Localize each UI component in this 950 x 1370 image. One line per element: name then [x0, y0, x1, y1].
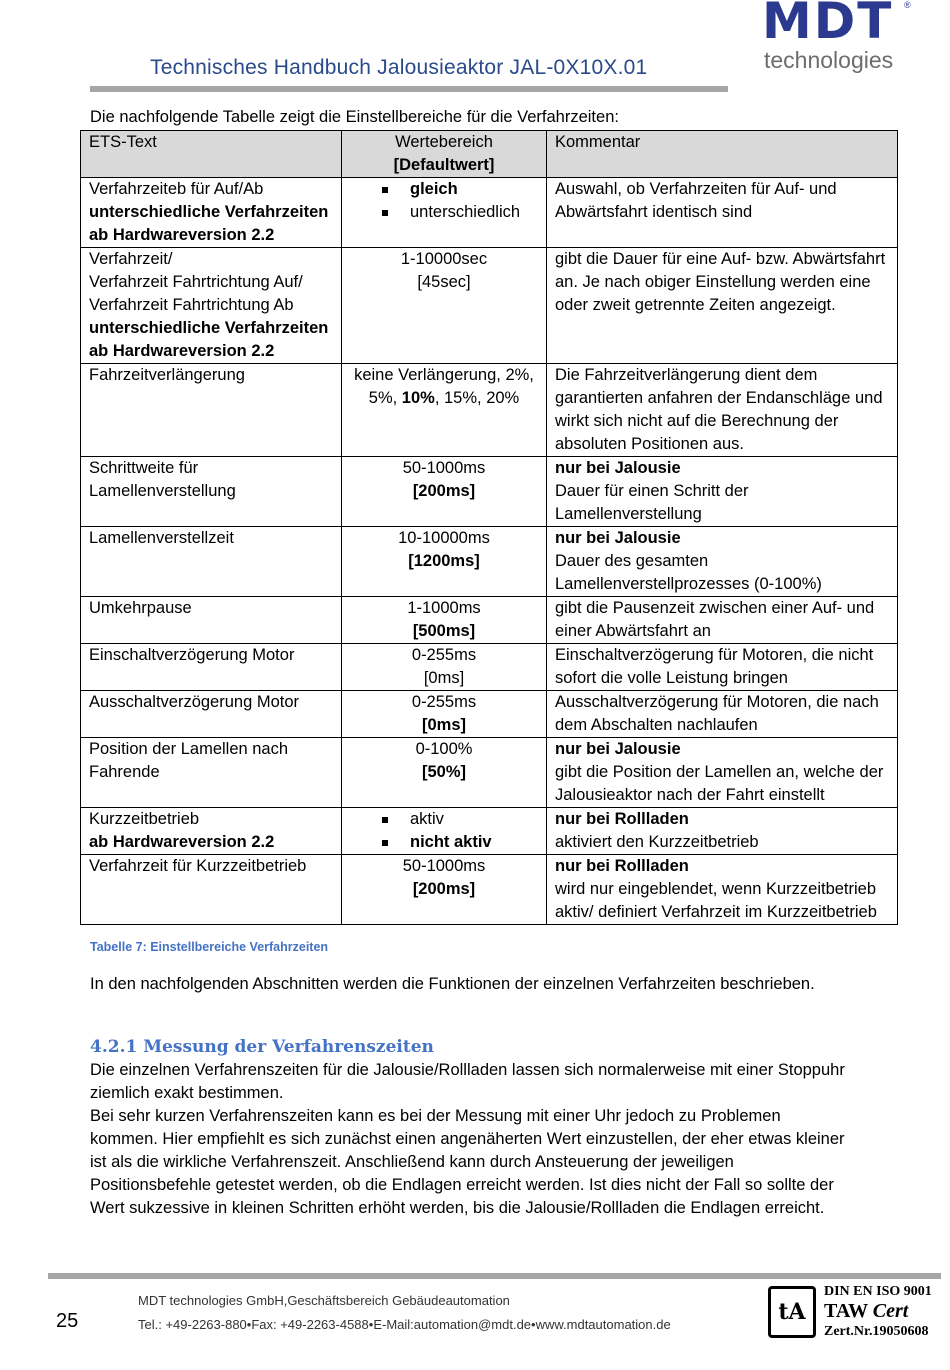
range-value: 0-100% [415, 740, 473, 758]
header-value-range [342, 131, 547, 178]
table-row [81, 808, 898, 855]
table-row [81, 738, 898, 808]
header-comment: Kommentar [547, 131, 898, 178]
header-rule [90, 86, 728, 92]
comment-cell [547, 808, 898, 855]
footer-rule [48, 1273, 941, 1279]
range-value: 50-1000ms [402, 857, 486, 875]
range-value: 1-10000sec [400, 250, 488, 268]
ets-cell: Lamellenverstellzeit [81, 527, 342, 597]
option-item: gleich [380, 178, 538, 201]
option-item: nicht aktiv [380, 831, 538, 854]
taw-cert-mark-icon: tA [768, 1286, 816, 1338]
range-cell [342, 527, 547, 597]
comment-cell [547, 527, 898, 597]
comment-note: nur bei Jalousie [555, 740, 681, 758]
ets-cell [81, 808, 342, 855]
paragraph: Bei sehr kurzen Verfahrenszeiten kann es bei der Messung mit einer Uhr jedoch zu Problemen kommen. Hier empfiehlt es sich zunächst einen angenäherten Wert einzustellen, der eher etwas kleiner ist als die wirkliche Verfahrenszeit. Anschließend kann durch Ansteuerung der jeweiligen Positionsbefehle getestet werden, ob die Endlagen erreicht werden. Ist dies nicht der Fall so sollte der Wert sukzessive in kleinen Schritten erhöht werden, bis die Jalousie/Rollladen die Endlagen erreicht. [90, 1107, 845, 1217]
logo-registered-mark: ® [904, 0, 911, 10]
ets-cell [81, 738, 342, 808]
range-value [350, 387, 538, 410]
comment-cell: Ausschaltverzögerung für Motoren, die nach dem Abschalten nachlaufen [547, 691, 898, 738]
section-body [90, 1059, 850, 1220]
table-row [81, 597, 898, 644]
comment-text: Dauer für einen Schritt der Lamellenverstellung [555, 482, 749, 523]
ets-text: Schrittweite für [89, 459, 199, 477]
comment-text: Dauer des gesamten Lamellenverstellprozesses (0-100%) [555, 552, 822, 593]
comment-text: gibt die Position der Lamellen an, welche der Jalousieaktor nach der Fahrt einstellt [555, 763, 884, 804]
table-row [81, 644, 898, 691]
ets-text: Verfahrzeiteb für Auf/Ab [89, 180, 264, 198]
ets-note: unterschiedliche Verfahrzeiten [89, 319, 329, 337]
range-cell [342, 178, 547, 248]
cert-name [824, 1300, 908, 1323]
range-value: 10-10000ms [398, 529, 490, 547]
footer-company: MDT technologies GmbH,Geschäftsbereich Gebäudeautomation [138, 1293, 510, 1308]
comment-cell: Die Fahrzeitverlängerung dient dem garantierten anfahren der Endanschläge und wirkt sich nicht auf die Berechnung der absoluten Positionen aus. [547, 364, 898, 457]
settings-table [80, 130, 898, 925]
range-cell [342, 597, 547, 644]
range-part: , 15%, 20% [434, 389, 520, 407]
footer-contact: Tel.: +49-2263-880•Fax: +49-2263-4588•E-Mail:automation@mdt.de•www.mdtautomation.de [138, 1317, 671, 1332]
table-header-row [81, 131, 898, 178]
range-cell [342, 644, 547, 691]
ets-cell [81, 248, 342, 364]
ets-text: Fahrende [89, 763, 160, 781]
certification-logo [768, 1284, 938, 1346]
default-value: [1200ms] [408, 552, 480, 570]
default-value: [0ms] [423, 669, 465, 687]
cert-standard: DIN EN ISO 9001 [824, 1284, 932, 1299]
range-cell [342, 808, 547, 855]
range-cell [342, 457, 547, 527]
document-title: Technisches Handbuch Jalousieaktor JAL-0X10X.01 [150, 56, 648, 79]
cert-name-part: Cert [872, 1300, 909, 1322]
comment-text: wird nur eingeblendet, wenn Kurzzeitbetrieb aktiv/ definiert Verfahrzeit im Kurzzeitbetrieb [555, 880, 877, 921]
comment-cell: Auswahl, ob Verfahrzeiten für Auf- und Abwärtsfahrt identisch sind [547, 178, 898, 248]
ets-text: Lamellenverstellung [89, 482, 236, 500]
paragraph: Die einzelnen Verfahrenszeiten für die Jalousie/Rollladen lassen sich normalerweise mit einer Stoppuhr ziemlich exakt bestimmen. [90, 1061, 845, 1102]
default-value: [500ms] [412, 622, 476, 640]
default-value: [45sec] [417, 273, 471, 291]
default-value: [200ms] [412, 880, 476, 898]
mdt-logo [762, 0, 912, 76]
ets-cell: Fahrzeitverlängerung [81, 364, 342, 457]
range-value: 1-1000ms [407, 599, 481, 617]
table-row [81, 364, 898, 457]
table-caption: Tabelle 7: Einstellbereiche Verfahrzeiten [90, 940, 329, 954]
comment-cell: gibt die Pausenzeit zwischen einer Auf- und einer Abwärtsfahrt an [547, 597, 898, 644]
logo-mdt-text: MDT [762, 0, 894, 50]
default-value: [200ms] [412, 482, 476, 500]
table-row [81, 457, 898, 527]
ets-cell: Umkehrpause [81, 597, 342, 644]
default-value: [50%] [421, 763, 466, 781]
option-item: unterschiedlich [380, 201, 538, 224]
ets-note: unterschiedliche Verfahrzeiten [89, 203, 329, 221]
cert-number: Zert.Nr.19050608 [824, 1324, 929, 1339]
cert-name-part: TAW [824, 1300, 873, 1322]
after-table-text: In den nachfolgenden Abschnitten werden die Funktionen der einzelnen Verfahrzeiten beschrieben. [90, 975, 815, 993]
ets-cell [81, 457, 342, 527]
ets-cell [81, 178, 342, 248]
header-default-label: [Defaultwert] [393, 156, 495, 174]
ets-cell: Einschaltverzögerung Motor [81, 644, 342, 691]
header-ets-text: ETS-Text [81, 131, 342, 178]
ets-cell: Ausschaltverzögerung Motor [81, 691, 342, 738]
ets-note: ab Hardwareversion 2.2 [89, 226, 275, 244]
comment-cell: gibt die Dauer für eine Auf- bzw. Abwärtsfahrt an. Je nach obiger Einstellung werden eine oder zweit getrennte Zeiten angezeigt. [547, 248, 898, 364]
ets-text: Verfahrzeit Fahrtrichtung Ab [89, 296, 294, 314]
range-cell [342, 364, 547, 457]
range-part: 5%, [368, 389, 402, 407]
comment-text: aktiviert den Kurzzeitbetrieb [555, 833, 759, 851]
section-heading: 4.2.1 Messung der Verfahrenszeiten [90, 1037, 434, 1057]
ets-text: Position der Lamellen nach [89, 740, 289, 758]
ets-note: ab Hardwareversion 2.2 [89, 833, 275, 851]
comment-cell [547, 738, 898, 808]
ets-text: Kurzzeitbetrieb [89, 810, 200, 828]
table-row [81, 248, 898, 364]
header-range-label: Wertebereich [395, 133, 493, 151]
range-value: 0-255ms [411, 693, 477, 711]
ets-text: Verfahrzeit/ [89, 250, 173, 268]
ets-note: ab Hardwareversion 2.2 [89, 342, 275, 360]
logo-technologies-text: technologies [764, 47, 894, 73]
ets-cell: Verfahrzeit für Kurzzeitbetrieb [81, 855, 342, 925]
ets-text: Verfahrzeit Fahrtrichtung Auf/ [89, 273, 303, 291]
comment-cell [547, 855, 898, 925]
option-item: aktiv [380, 808, 538, 831]
comment-cell [547, 457, 898, 527]
table-row [81, 178, 898, 248]
comment-cell: Einschaltverzögerung für Motoren, die nicht sofort die volle Leistung bringen [547, 644, 898, 691]
range-cell [342, 738, 547, 808]
table-row [81, 691, 898, 738]
range-value: 50-1000ms [402, 459, 486, 477]
default-value: [0ms] [421, 716, 466, 734]
range-cell [342, 855, 547, 925]
range-value: keine Verlängerung, 2%, [354, 366, 534, 384]
page-number: 25 [56, 1310, 79, 1332]
intro-text: Die nachfolgende Tabelle zeigt die Einstellbereiche für die Verfahrzeiten: [90, 108, 619, 126]
default-value: 10% [401, 389, 435, 407]
table-row [81, 855, 898, 925]
comment-note: nur bei Jalousie [555, 459, 681, 477]
table-row [81, 527, 898, 597]
range-value: 0-255ms [411, 646, 477, 664]
range-cell [342, 691, 547, 738]
comment-note: nur bei Rollladen [555, 857, 689, 875]
range-cell [342, 248, 547, 364]
comment-note: nur bei Jalousie [555, 529, 681, 547]
comment-note: nur bei Rollladen [555, 810, 689, 828]
